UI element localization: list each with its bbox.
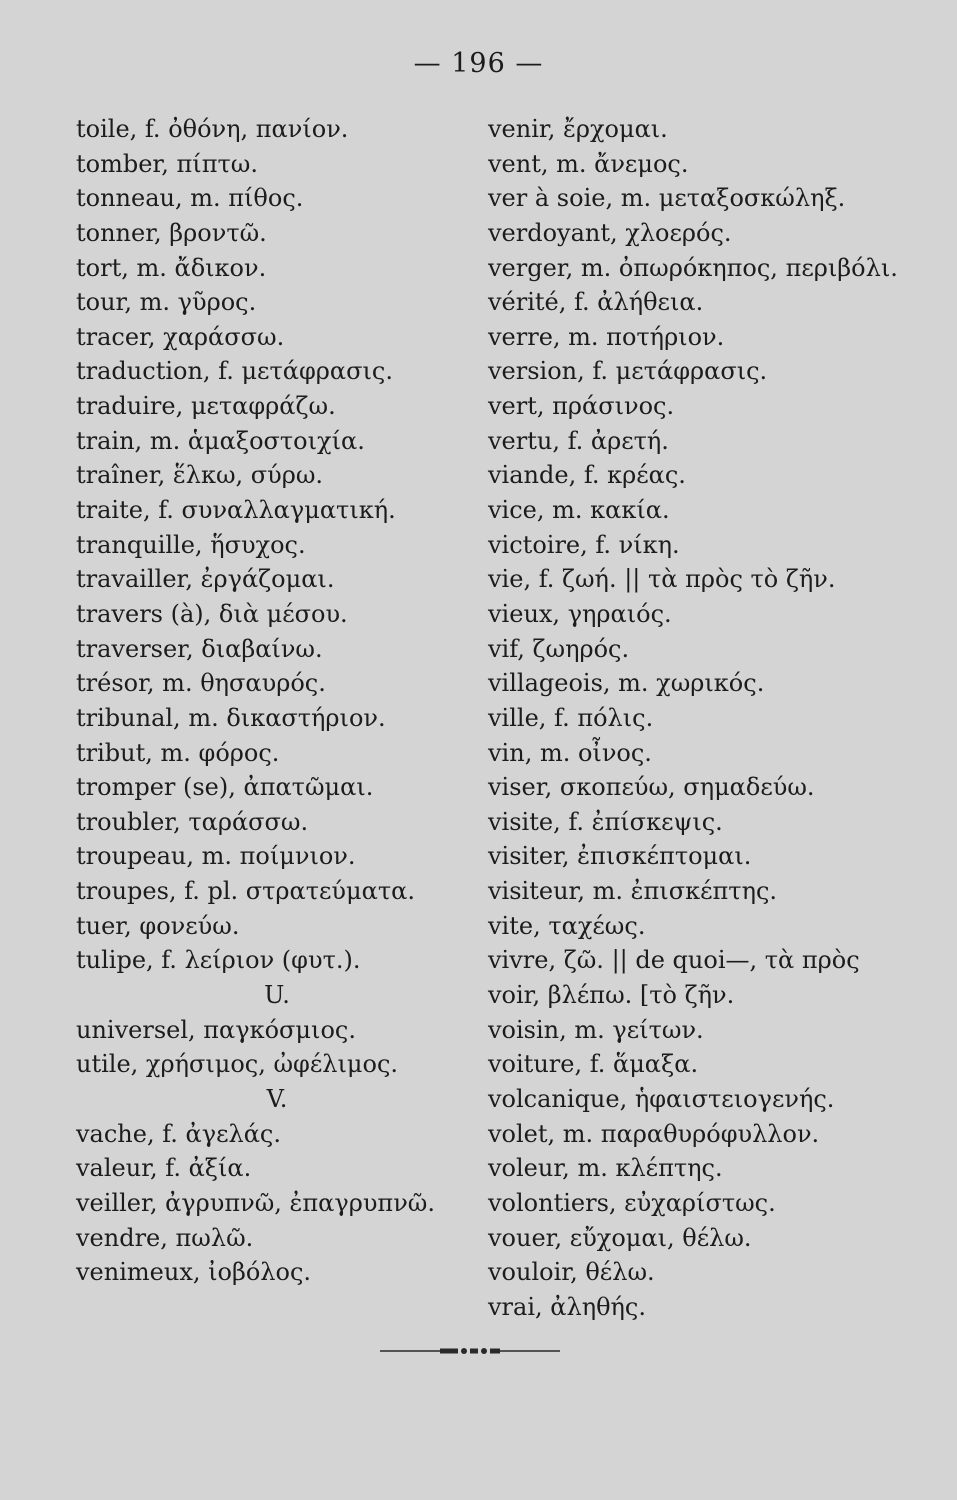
dictionary-entry: vendre, πωλῶ. bbox=[76, 1223, 254, 1252]
dictionary-entry: tribunal, m. δικαστήριον. bbox=[76, 703, 386, 732]
dictionary-entry: voir, βλέπω. [τὸ ζῆν. bbox=[488, 981, 735, 1010]
dictionary-entry: tour, m. γῦρος. bbox=[76, 288, 257, 317]
dictionary-entry: vif, ζωηρός. bbox=[488, 634, 630, 663]
dictionary-entry: vache, f. ἀγελάς. bbox=[76, 1119, 281, 1148]
right-column bbox=[488, 112, 918, 1324]
dictionary-entry: vice, m. κακία. bbox=[488, 496, 670, 525]
dictionary-entry: tromper (se), ἀπατῶμαι. bbox=[76, 773, 374, 802]
dictionary-entry: verdoyant, χλοερός. bbox=[488, 218, 732, 247]
dictionary-entry: tulipe, f. λείριον (φυτ.). bbox=[76, 946, 361, 975]
dictionary-entry: ville, f. πόλις. bbox=[488, 703, 654, 732]
dictionary-entry: tort, m. ἄδικον. bbox=[76, 253, 267, 282]
dictionary-entry: voiture, f. ἅμαξα. bbox=[488, 1050, 699, 1079]
page-number: — 196 — bbox=[413, 48, 544, 79]
dictionary-entry: troupes, f. pl. στρατεύματα. bbox=[76, 877, 415, 906]
dictionary-entry: traite, f. συναλλαγματική. bbox=[76, 496, 396, 525]
dictionary-entry: tranquille, ἥσυχος. bbox=[76, 530, 306, 559]
dictionary-entry: utile, χρήσιμος, ὠφέλιμος. bbox=[76, 1050, 399, 1079]
dictionary-entry: viande, f. κρέας. bbox=[488, 461, 686, 490]
left-column bbox=[76, 112, 466, 1290]
dictionary-entry: victoire, f. νίκη. bbox=[488, 530, 680, 559]
dictionary-entry: valeur, f. ἀξία. bbox=[76, 1154, 252, 1183]
dictionary-entry: tribut, m. φόρος. bbox=[76, 738, 280, 767]
dictionary-entry: traduire, μεταφράζω. bbox=[76, 392, 336, 421]
dictionary-entry: vite, ταχέως. bbox=[488, 911, 646, 940]
dictionary-entry: vie, f. ζωή. || τὰ πρὸς τὸ ζῆν. bbox=[488, 565, 836, 594]
dictionary-entry: travailler, ἐργάζομαι. bbox=[76, 565, 335, 594]
dictionary-entry: visite, f. ἐπίσκεψις. bbox=[488, 807, 723, 836]
dictionary-entry: tonner, βροντῶ. bbox=[76, 218, 267, 247]
dictionary-entry: vérité, f. ἀλήθεια. bbox=[488, 288, 704, 317]
dictionary-entry: tonneau, m. πίθος. bbox=[76, 184, 304, 213]
dictionary-entry: verre, m. ποτήριον. bbox=[488, 322, 725, 351]
dictionary-entry: tuer, φονεύω. bbox=[76, 911, 240, 940]
dictionary-entry: verger, m. ὀπωρόκηπος, περιβόλι. bbox=[488, 253, 898, 282]
dictionary-entry: troubler, ταράσσω. bbox=[76, 807, 309, 836]
dictionary-entry: villageois, m. χωρικός. bbox=[488, 669, 765, 698]
dictionary-entry: vieux, γηραιός. bbox=[488, 599, 672, 628]
dictionary-entry: travers (à), διὰ μέσου. bbox=[76, 599, 348, 628]
dictionary-entry: universel, παγκόσμιος. bbox=[76, 1015, 356, 1044]
dictionary-entry: troupeau, m. ποίμνιον. bbox=[76, 842, 356, 871]
dictionary-entry: vin, m. οἶνος. bbox=[488, 738, 652, 767]
dictionary-entry: traîner, ἕλκω, σύρω. bbox=[76, 461, 324, 490]
dictionary-entry: tracer, χαράσσω. bbox=[76, 322, 285, 351]
dictionary-entry: voisin, m. γείτων. bbox=[488, 1015, 704, 1044]
dictionary-entry: visiteur, m. ἐπισκέπτης. bbox=[488, 877, 778, 906]
dictionary-entry: vouloir, θέλω. bbox=[488, 1258, 655, 1287]
dictionary-entry: train, m. ἁμαξοστοιχία. bbox=[76, 426, 365, 455]
dictionary-entry: vivre, ζῶ. || de quoi—, τὰ πρὸς bbox=[488, 946, 860, 975]
dictionary-entry: visiter, ἐπισκέπτομαι. bbox=[488, 842, 752, 871]
dictionary-entry: volcanique, ἡφαιστειογενής. bbox=[488, 1084, 835, 1113]
dictionary-entry: tomber, πίπτω. bbox=[76, 149, 258, 178]
dictionary-entry: vouer, εὔχομαι, θέλω. bbox=[488, 1223, 752, 1252]
dictionary-entry: venimeux, ἰοβόλος. bbox=[76, 1258, 312, 1287]
dictionary-entry: voleur, m. κλέπτης. bbox=[488, 1154, 723, 1183]
dictionary-entry: vent, m. ἄνεμος. bbox=[488, 149, 689, 178]
dictionary-entry: traverser, διαβαίνω. bbox=[76, 634, 323, 663]
dictionary-entry: trésor, m. θησαυρός. bbox=[76, 669, 326, 698]
dictionary-entry: volontiers, εὐχαρίστως. bbox=[488, 1188, 776, 1217]
dictionary-entry: viser, σκοπεύω, σημαδεύω. bbox=[488, 773, 815, 802]
dictionary-entry: vert, πράσινος. bbox=[488, 392, 675, 421]
dictionary-entry: veiller, ἀγρυπνῶ, ἐπαγρυπνῶ. bbox=[76, 1188, 435, 1217]
letter-heading: U. bbox=[264, 981, 290, 1010]
letter-heading: V. bbox=[266, 1084, 288, 1113]
dictionary-entry: volet, m. παραθυρόφυλλον. bbox=[488, 1119, 820, 1148]
end-ornament bbox=[380, 1344, 560, 1358]
dictionary-entry: version, f. μετάφρασις. bbox=[488, 357, 768, 386]
dictionary-entry: vrai, ἀληθής. bbox=[488, 1292, 646, 1321]
dictionary-entry: ver à soie, m. μεταξοσκώληξ. bbox=[488, 184, 846, 213]
dictionary-entry: venir, ἔρχομαι. bbox=[488, 115, 668, 143]
dictionary-entry: vertu, f. ἀρετή. bbox=[488, 426, 669, 455]
dictionary-entry: traduction, f. μετάφρασις. bbox=[76, 357, 393, 386]
dictionary-entry: toile, f. ὀθόνη, πανίον. bbox=[76, 115, 349, 143]
